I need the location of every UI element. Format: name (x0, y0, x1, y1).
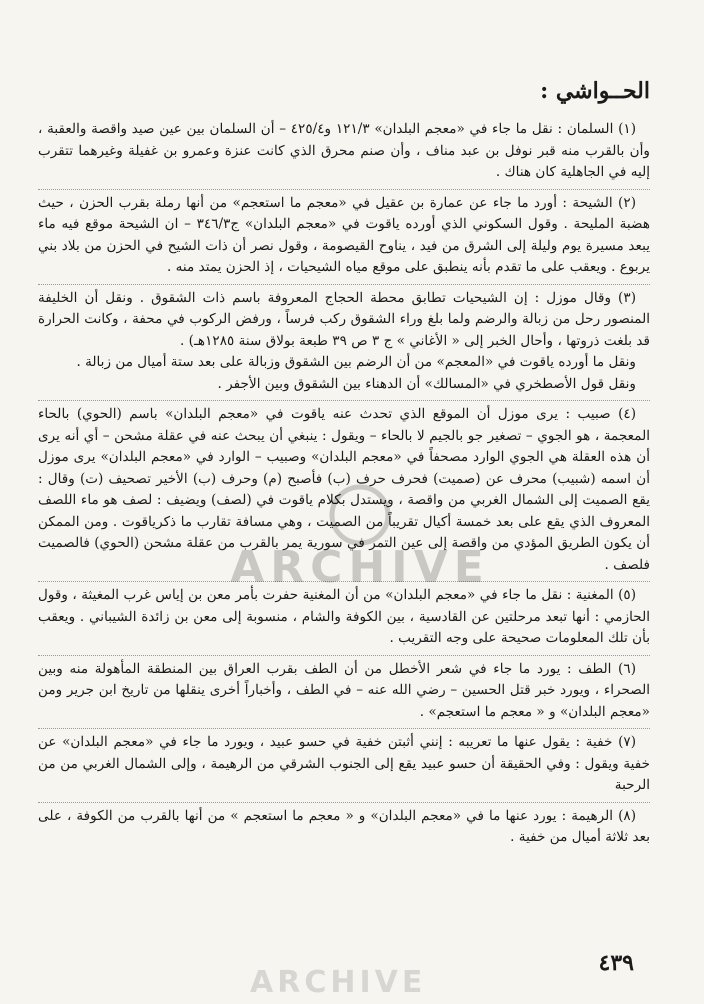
note-3 (38, 285, 650, 402)
svg-text:ARCHIVE: ARCHIVE (230, 542, 490, 590)
note-4 (38, 401, 650, 582)
note-7 (38, 729, 650, 803)
page-heading: الحــواشي : (540, 78, 650, 104)
watermark-text: ARCHIVE (250, 965, 427, 1000)
note-paragraph: (٤) صبيب : يرى موزل أن الموقع الذي تحدث عنه ياقوت في «معجم البلدان» باسم (الحوي) بالحاء المعجمة ، هو الجوي – تصغير جو بالجيم لا بالحاء – ويقول : ينبغي أن يبحث عنه في عقلة مشحن – أي أنه يرى أن هذه العقلة هي الجوي الوارد مصحفاً في «معجم البلدان» وصبيب – الوارد في «معجم البلدان» يرى موزل أن اسمه (شبيب) محرف عن (صميت) فحرف حرف (ب) فأصبح (م) وحرف (ب) الأخير تصحيف (ت) وقال : يقع الصميت إلى الشمال الغربي من واقصة ، ويستدل بكلام ياقوت في (لصف) ويضيف : لصف هو ماء اللصف المعروف الذي يقع على بعد خمسة أكيال تقريباً من الصميت ، وهي مسافة تقارب ما ذكرياقوت . ومن الممكن أن يكون الطريق المؤدي من واقصة إلى عين التمر في سورية يمر بالقرب من عقلة مشحن (الحوي) فالصميت فلصف . (38, 406, 650, 573)
note-6 (38, 656, 650, 730)
note-paragraph: (٧) خفية : يقول عنها ما تعريبه : إنني أثبتن خفية في حسو عبيد ، ويورد ما جاء في «معجم البلدان» عن خفية ويقول : وفي الحقيقة أن حسو عبيد يقع إلى الجنوب الشرقي من الرهيمة ، وإلى الشمال الغربي من من الرحبة (38, 734, 650, 793)
note-2 (38, 190, 650, 285)
note-paragraph: (٦) الطف : يورد ما جاء في شعر الأخطل من أن الطف بقرب العراق بين المنطقة المأهولة منه وبين الصحراء ، ويورد خبر قتل الحسين – رضي الله عنه – في الطف ، وأخباراً أخرى ينقلها من تاريخ ابن جرير ومن «معجم البلدان» و « معجم ما استعجم» . (38, 660, 650, 720)
page-number: ٤٣٩ (598, 950, 634, 976)
note-8 (38, 803, 650, 854)
note-paragraph: (٨) الرهيمة : يورد عنها ما في «معجم البلدان» و « معجم ما استعجم » من أنها بالقرب من الكوفة ، على بعد ثلاثة أميال من خفية . (38, 807, 650, 845)
note-paragraph: (٣) وقال موزل : إن الشيحيات تطابق محطة الحجاج المعروفة باسم ذات الشقوق . ونقل أن الخليفة المنصور رحل من زبالة والرضم ولما بلغ وراء الشقوق ركب فرساً ، ورفض الركوب في محفة ، وكانت الحرارة قد بلغت ذروتها ، وأحال الخبر إلى « الأغاني » ج ٣ ص ٣٩ طبعة بولاق سنة ١٢٨٥هـ) . (38, 289, 650, 349)
note-1 (38, 116, 650, 190)
page-body (38, 78, 650, 854)
note-paragraph: (٥) المغنية : نقل ما جاء في «معجم البلدان» من أن المغنية حفرت بأمر معن بن إياس غرب المغيثة ، وقول الحازمي : أنها تبعد مرحلتين عن القادسية ، بين الكوفة والشام ، منسوبة إلى معن بن زائدة الشيباني . ويعقب بأن تلك المعلومات صحيحة على وجه التقريب . (38, 587, 650, 646)
note-5 (38, 582, 650, 656)
note-paragraph: ونقل قول الأصطخري في «المسالك» أن الدهناء بين الشقوق وبين الأجفر . (217, 375, 636, 392)
note-paragraph: (٢) الشيحة : أورد ما جاء عن عمارة بن عقيل في «معجم ما استعجم» من أنها رملة بقرب الحزن ، حيث هضبة المليحة . وقول السكوني الذي أورده ياقوت في «معجم البلدان» ج٣٤٦/٣ – ان الشيحة موقع فيه ماء يبعد مسيرة يوم وليلة إلى الشرق من فيد ، يناوح القيصومة ، وقول نصر أن ذات الشيح في الحزن من بلاد بني يربوع . ويعقب على ما تقدم بأنه ينطبق على موقع مياه الشيحيات ، إذ الحزن يمتد منه . (38, 194, 650, 275)
note-paragraph: ونقل ما أورده ياقوت في «المعجم» من أن الرضم بين الشقوق وزبالة على بعد ستة أميال من زبالة . (76, 354, 636, 370)
note-paragraph: (١) السلمان : نقل ما جاء في «معجم البلدان» ١٢١/٣ و٤٢٥/٤ – أن السلمان بين عين صيد واقصة والعقبة ، وأن بالقرب منه قبر نوفل بن عبد مناف ، وأن صنم محرق الذي كانت عنزة وعمرو بن غفيلة وغيرهما تتقرب إليه في الجاهلية كان هناك . (38, 121, 650, 180)
